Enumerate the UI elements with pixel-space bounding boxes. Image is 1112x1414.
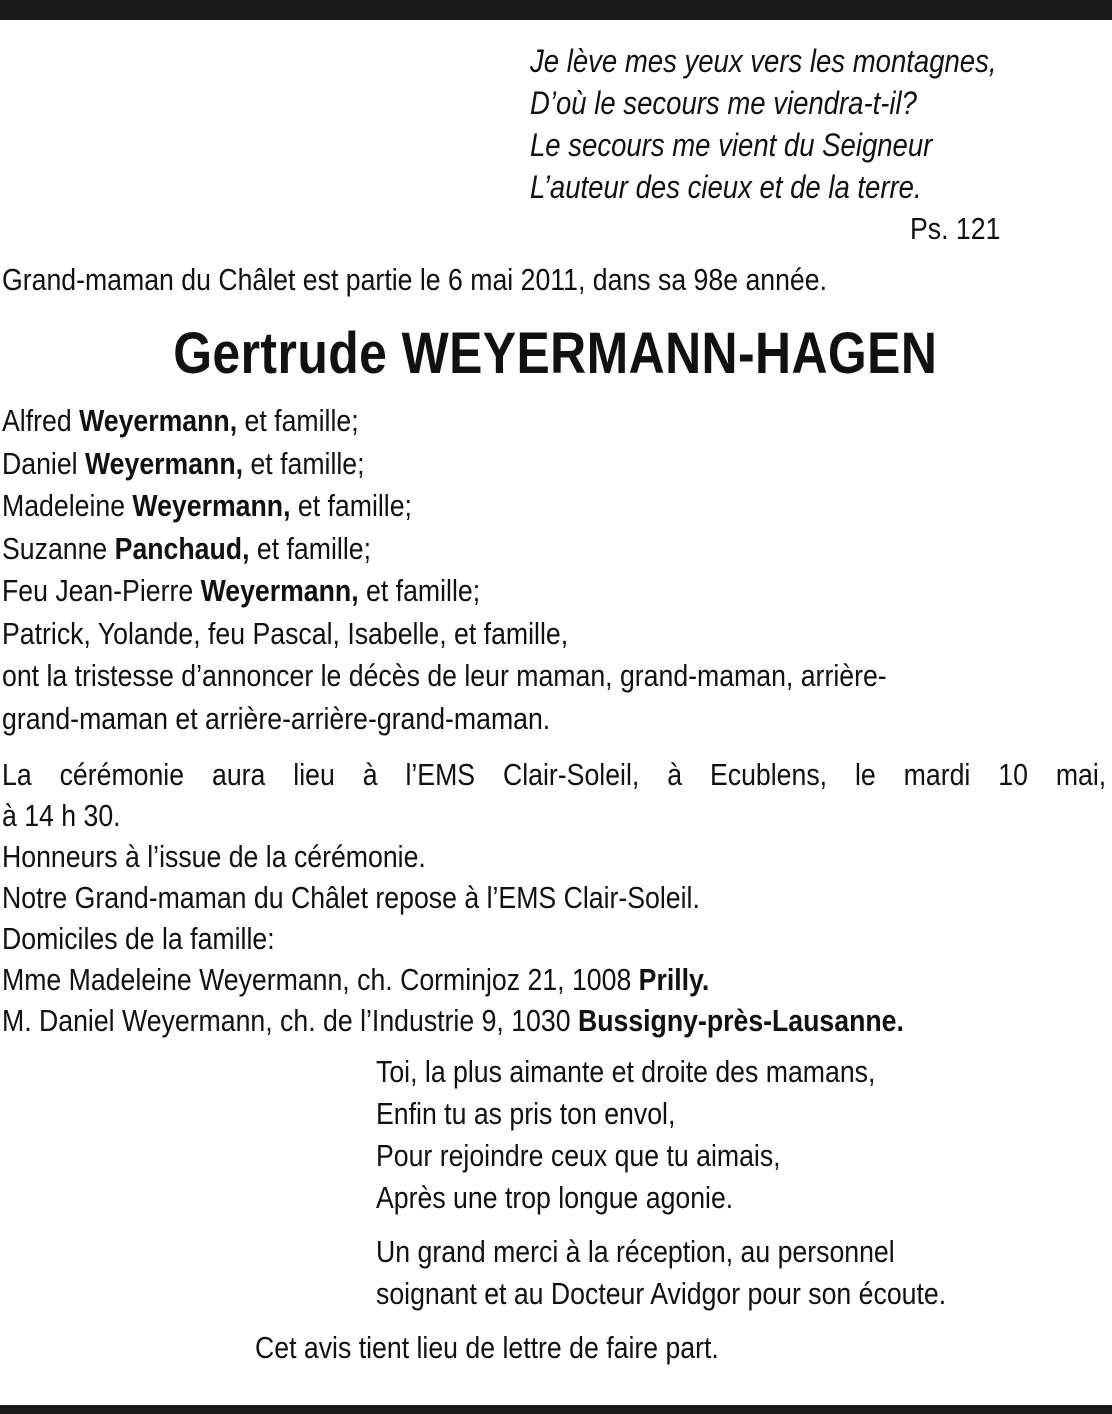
intro-text: Grand-maman du Châlet est partie le 6 mai 2011, dans sa 98e année.: [2, 262, 827, 297]
family-first-name: Alfred: [2, 403, 80, 438]
poem-line: Après une trop longue agonie.: [376, 1180, 734, 1215]
word: mardi: [903, 757, 971, 792]
family-suffix: et famille;: [249, 530, 371, 566]
word: aura: [211, 757, 266, 792]
family-suffix: et famille;: [290, 488, 412, 523]
poem-line: Enfin tu as pris ton envol,: [376, 1096, 676, 1131]
word: mai,: [1055, 757, 1107, 792]
family-suffix: et famille;: [237, 403, 359, 438]
word: 10: [998, 757, 1028, 792]
psalm-quote: [530, 40, 1108, 208]
word: à: [362, 757, 378, 792]
address-text: M. Daniel Weyermann, ch. de l’Industrie 9, 1030: [2, 1003, 578, 1038]
word: à: [667, 757, 683, 792]
announcement-text: grand-maman et arrière-arrière-grand-maman.: [2, 700, 551, 736]
family-first-name: Daniel: [2, 445, 85, 481]
word: cérémonie: [59, 757, 185, 792]
ceremony-time: à 14 h 30.: [2, 798, 121, 833]
family-first-name: Madeleine: [2, 488, 133, 523]
word: Clair-Soleil,: [503, 757, 640, 792]
psalm-line: D’où le secours me viendra-t-il?: [530, 85, 917, 121]
family-others: Patrick, Yolande, feu Pascal, Isabelle, et famille,: [2, 615, 569, 651]
repose-text: Notre Grand-maman du Châlet repose à l’EMS Clair-Soleil.: [2, 880, 700, 915]
family-last-name: Weyermann,: [84, 445, 244, 481]
poem-line: Toi, la plus aimante et droite des mamans,: [376, 1054, 876, 1089]
family-suffix: et famille;: [358, 573, 481, 608]
word: l’EMS: [405, 757, 476, 792]
closing-poem: [376, 1051, 1108, 1219]
address-text: Mme Madeleine Weyermann, ch. Corminjoz 21, 1008: [2, 962, 639, 997]
family-last-name: Weyermann,: [200, 573, 359, 608]
domicile-address: [2, 1000, 953, 1041]
ceremony-details: [2, 754, 1108, 1041]
family-first-name: Feu Jean-Pierre: [2, 573, 201, 608]
family-member: [2, 443, 953, 486]
domicile-address: [2, 959, 953, 1000]
address-city: Bussigny-près-Lausanne.: [577, 1003, 904, 1038]
honneurs-text: Honneurs à l’issue de la cérémonie.: [2, 839, 426, 874]
announcement-text: ont la tristesse d’annoncer le décès de leur maman, grand-maman, arrière-: [2, 658, 887, 693]
family-suffix: et famille;: [243, 445, 365, 481]
obituary-notice: [2, 40, 1108, 1368]
family-member: [2, 570, 953, 613]
word: Ecublens,: [709, 757, 828, 792]
poem-line: Pour rejoindre ceux que tu aimais,: [376, 1138, 781, 1173]
family-member: [2, 400, 953, 443]
psalm-line: L’auteur des cieux et de la terre.: [530, 169, 922, 205]
family-last-name: Weyermann,: [79, 403, 238, 438]
thanks-line: Un grand merci à la réception, au personnel: [376, 1234, 895, 1269]
address-city: Prilly.: [638, 962, 710, 997]
domiciles-label: Domiciles de la famille:: [2, 921, 275, 956]
ceremony-line: [2, 754, 1106, 795]
top-rule: [0, 0, 1112, 20]
deceased-name: Gertrude WEYERMANN-HAGEN: [172, 321, 938, 386]
word: le: [854, 757, 876, 792]
psalm-line: Le secours me vient du Seigneur: [530, 127, 933, 163]
family-member: [2, 528, 953, 571]
family-first-name: Suzanne: [2, 530, 115, 566]
word: La: [2, 757, 32, 792]
deceased-name-block: [2, 318, 1108, 390]
word: lieu: [293, 757, 335, 792]
family-last-name: Panchaud,: [114, 530, 250, 566]
bottom-rule: [0, 1405, 1112, 1414]
family-member: [2, 485, 953, 528]
closing-text: Cet avis tient lieu de lettre de faire part.: [255, 1330, 719, 1365]
thanks-text: [376, 1231, 1108, 1315]
psalm-reference: Ps. 121: [910, 211, 1001, 246]
family-last-name: Weyermann,: [132, 488, 291, 523]
family-list: [2, 400, 1108, 740]
psalm-line: Je lève mes yeux vers les montagnes,: [530, 43, 997, 79]
thanks-line: soignant et au Docteur Avidgor pour son écoute.: [376, 1276, 947, 1311]
closing-note: [255, 1327, 1108, 1368]
